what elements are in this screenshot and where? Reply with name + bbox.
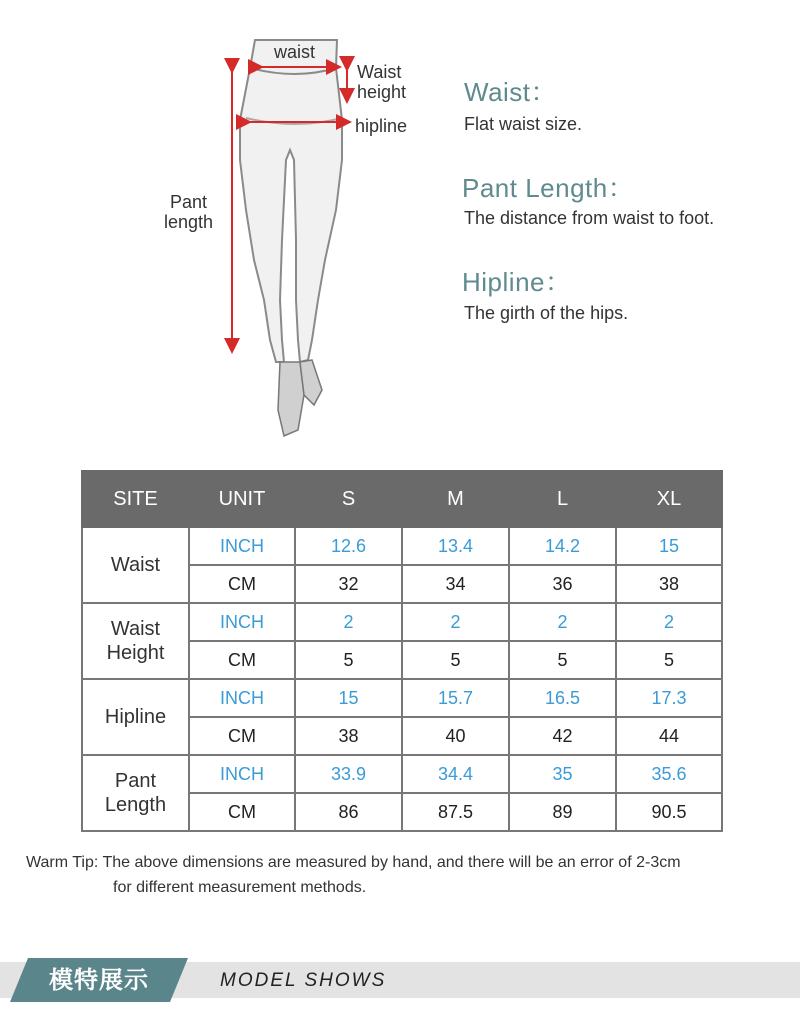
unit-cell: CM bbox=[189, 717, 295, 755]
value-cell: 35 bbox=[509, 755, 616, 793]
header-size-l: L bbox=[509, 471, 616, 527]
waist-height-label bbox=[357, 62, 406, 102]
definition-title-hipline: Hipline： bbox=[462, 267, 572, 297]
value-cell: 33.9 bbox=[295, 755, 402, 793]
shoes-drawing bbox=[278, 360, 322, 436]
value-cell: 34.4 bbox=[402, 755, 509, 793]
table-row-pant-length-inch bbox=[82, 755, 722, 793]
value-cell: 5 bbox=[616, 641, 722, 679]
value-cell: 2 bbox=[295, 603, 402, 641]
unit-cell: INCH bbox=[189, 527, 295, 565]
site-cell-waist bbox=[82, 527, 189, 603]
pant-length-label-line2: length bbox=[164, 212, 214, 232]
header-size-s: S bbox=[295, 471, 402, 527]
value-cell: 16.5 bbox=[509, 679, 616, 717]
pant-length-label bbox=[164, 192, 213, 232]
site-cell-pant-length bbox=[82, 755, 189, 831]
waist-height-label-line1: Waist bbox=[357, 62, 402, 82]
site-label: Hipline bbox=[104, 706, 167, 728]
value-cell: 44 bbox=[616, 717, 722, 755]
definition-title-pant-length: Pant Length： bbox=[462, 173, 635, 203]
value-cell: 86 bbox=[295, 793, 402, 831]
site-label: Waist bbox=[110, 554, 161, 576]
model-shows-title-en: MODEL SHOWS bbox=[220, 970, 387, 991]
value-cell: 34 bbox=[402, 565, 509, 603]
size-chart-table bbox=[81, 470, 723, 832]
definition-text-pant-length: The distance from waist to foot. bbox=[464, 208, 715, 228]
warm-tip-label: Warm Tip: bbox=[26, 854, 99, 871]
value-cell: 89 bbox=[509, 793, 616, 831]
site-label-line2: Height bbox=[106, 642, 165, 664]
value-cell: 5 bbox=[402, 641, 509, 679]
value-cell: 15 bbox=[616, 527, 722, 565]
waist-height-label-line2: height bbox=[357, 82, 407, 102]
value-cell: 2 bbox=[509, 603, 616, 641]
waist-label: waist bbox=[274, 42, 316, 62]
value-cell: 38 bbox=[616, 565, 722, 603]
value-cell: 38 bbox=[295, 717, 402, 755]
unit-cell: CM bbox=[189, 793, 295, 831]
warm-tip-line1: The above dimensions are measured by hand, and there will be an error of 2-3cm bbox=[102, 854, 681, 871]
leggings-drawing bbox=[240, 40, 342, 362]
unit-cell: INCH bbox=[189, 755, 295, 793]
value-cell: 5 bbox=[295, 641, 402, 679]
definition-title-waist: Waist： bbox=[464, 77, 558, 107]
header-site: SITE bbox=[82, 471, 189, 527]
value-cell: 2 bbox=[402, 603, 509, 641]
unit-cell: INCH bbox=[189, 603, 295, 641]
value-cell: 15 bbox=[295, 679, 402, 717]
value-cell: 36 bbox=[509, 565, 616, 603]
value-cell: 5 bbox=[509, 641, 616, 679]
definition-text-hipline: The girth of the hips. bbox=[464, 303, 629, 323]
value-cell: 15.7 bbox=[402, 679, 509, 717]
header-unit: UNIT bbox=[189, 471, 295, 527]
warm-tip-line2: for different measurement methods. bbox=[113, 879, 367, 896]
table-row-hipline-inch bbox=[82, 679, 722, 717]
value-cell: 14.2 bbox=[509, 527, 616, 565]
value-cell: 32 bbox=[295, 565, 402, 603]
site-label-line1: Pant bbox=[114, 770, 157, 792]
value-cell: 87.5 bbox=[402, 793, 509, 831]
table-row-waist-height-inch bbox=[82, 603, 722, 641]
table-header-row bbox=[82, 471, 722, 527]
header-size-m: M bbox=[402, 471, 509, 527]
site-label-line2: Length bbox=[104, 794, 167, 816]
value-cell: 13.4 bbox=[402, 527, 509, 565]
site-cell-hipline bbox=[82, 679, 189, 755]
header-size-xl: XL bbox=[616, 471, 722, 527]
definition-text-waist: Flat waist size. bbox=[464, 114, 583, 134]
warm-tip bbox=[26, 850, 786, 900]
value-cell: 17.3 bbox=[616, 679, 722, 717]
value-cell: 40 bbox=[402, 717, 509, 755]
value-cell: 12.6 bbox=[295, 527, 402, 565]
hipline-label: hipline bbox=[355, 116, 408, 136]
value-cell: 35.6 bbox=[616, 755, 722, 793]
site-cell-waist-height bbox=[82, 603, 189, 679]
model-shows-title-cn: 模特展示 bbox=[49, 966, 149, 994]
pant-length-label-line1: Pant bbox=[170, 192, 208, 212]
unit-cell: CM bbox=[189, 565, 295, 603]
value-cell: 2 bbox=[616, 603, 722, 641]
value-cell: 42 bbox=[509, 717, 616, 755]
value-cell: 90.5 bbox=[616, 793, 722, 831]
unit-cell: CM bbox=[189, 641, 295, 679]
site-label-line1: Waist bbox=[110, 618, 161, 640]
unit-cell: INCH bbox=[189, 679, 295, 717]
table-row-waist-inch bbox=[82, 527, 722, 565]
